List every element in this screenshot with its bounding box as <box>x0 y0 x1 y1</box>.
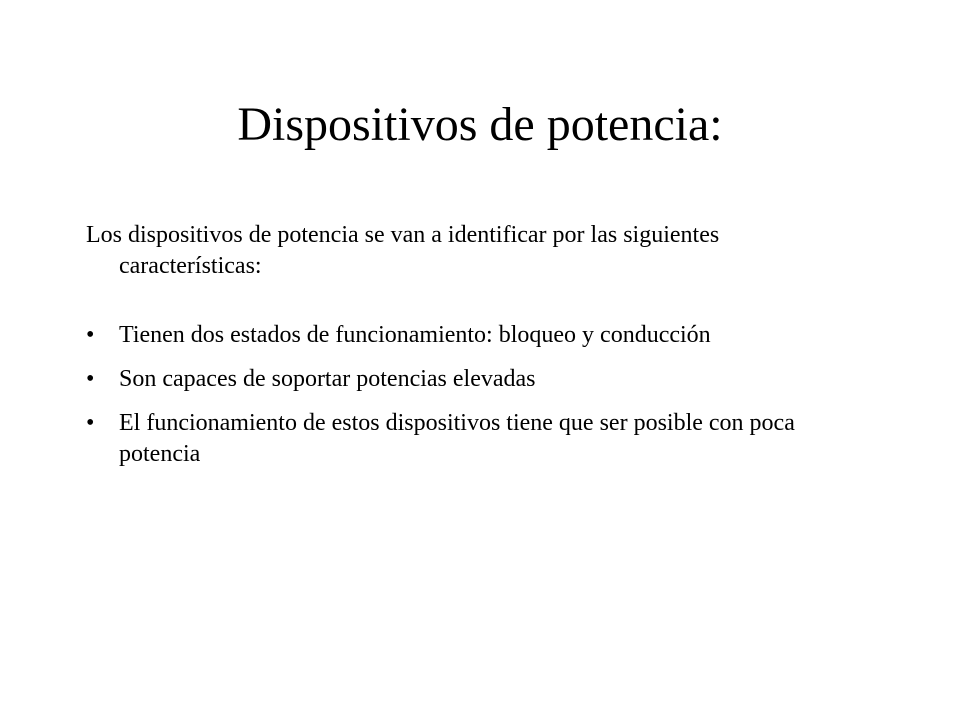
bullet-icon: • <box>86 366 95 392</box>
slide-body <box>86 220 866 483</box>
bullet-icon: • <box>86 410 95 436</box>
bullet-text: Son capaces de soportar potencias elevadas <box>119 366 536 392</box>
slide-title: Dispositivos de potencia: <box>237 98 723 151</box>
intro-paragraph: Los dispositivos de potencia se van a identificar por las siguientes características: <box>86 222 720 279</box>
bullet-item-power <box>86 364 866 395</box>
bullet-item-low-power <box>86 408 866 470</box>
bullet-text: Tienen dos estados de funcionamiento: bloqueo y conducción <box>119 322 711 348</box>
bullet-icon: • <box>86 322 95 348</box>
bullet-item-states <box>86 320 866 351</box>
bullet-text: El funcionamiento de estos dispositivos tiene que ser posible con poca potencia <box>119 410 795 467</box>
bullet-list <box>86 320 866 470</box>
